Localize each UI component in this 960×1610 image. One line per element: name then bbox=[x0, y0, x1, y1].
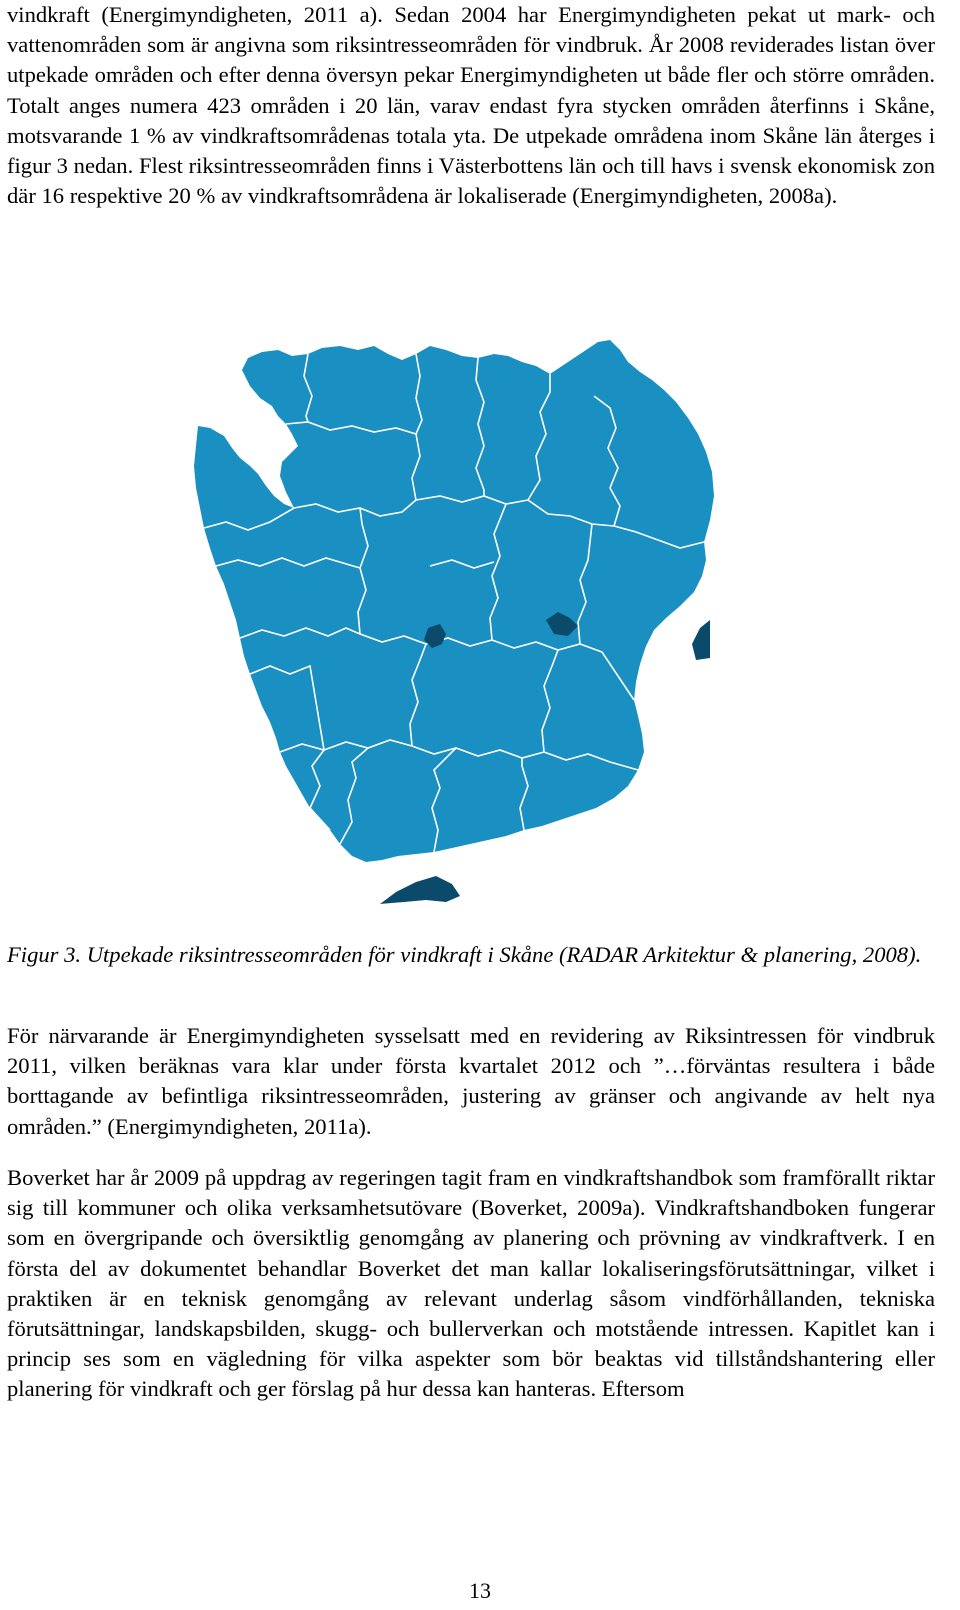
wind-area-4 bbox=[380, 876, 460, 904]
body-paragraph: För närvarande är Energimyndigheten sysselsatt med en revidering av Riksintressen för vindbruk 2011, vilken beräknas vara klar under första kvartalet 2012 och ”…förväntas resultera i både borttagande av befintliga riksintresseområden, justering av gränser och angivande av helt nya områden.” (Energimyndigheten, 2011a). bbox=[7, 1023, 935, 1139]
body-paragraph: vindkraft (Energimyndigheten, 2011 a). Sedan 2004 har Energimyndigheten pekat ut mark- och vattenområden som är angivna som riksintresseområden för vindbruk. År 2008 reviderades listan över utpekade områden och efter denna översyn pekar Energimyndigheten ut både fler och större områden. Totalt anges numera 423 områden i 20 län, varav endast fyra stycken områden återfinns i Skåne, motsvarande 1 % av vindkraftsområdenas totala yta. De utpekade områdena inom Skåne län återges i figur 3 nedan. Flest riksintresseområden finns i Västerbottens län och till havs i svensk ekonomisk zon där 16 respektive 20 % av vindkraftsområdena är lokaliserade (Energimyndigheten, 2008a). bbox=[7, 2, 935, 209]
skane-land bbox=[194, 340, 714, 862]
page-number: 13 bbox=[469, 1578, 491, 1603]
body-paragraph: Boverket har år 2009 på uppdrag av regeringen tagit fram en vindkraftshandbok som framförallt riktar sig till kommuner och olika verksamhetsutövare (Boverket, 2009a). Vindkraftshandboken fungerar som en övergripande och översiktlig genomgång av planering och prövning av vindkraftverk. I en första del av dokumentet behandlar Boverket det man kallar lokaliseringsförutsättningar, vilket i praktiken är en teknisk genomgång av relevant underlag såsom vindförhållanden, tekniska förutsättningar, landskapsbilden, skugg- och bullerverkan och motstående intressen. Kapitlet kan i princip ses som en vägledning för vilka aspekter som bör beaktas vid tillståndshantering eller planering för vindkraft och ger förslag på hur dessa kan hanteras. Eftersom bbox=[7, 1165, 935, 1402]
wind-area-3 bbox=[692, 620, 710, 660]
skane-map bbox=[190, 336, 720, 916]
figure-caption: Figur 3. Utpekade riksintresseområden för vindkraft i Skåne (RADAR Arkitektur & planering, 2008). bbox=[7, 942, 922, 967]
